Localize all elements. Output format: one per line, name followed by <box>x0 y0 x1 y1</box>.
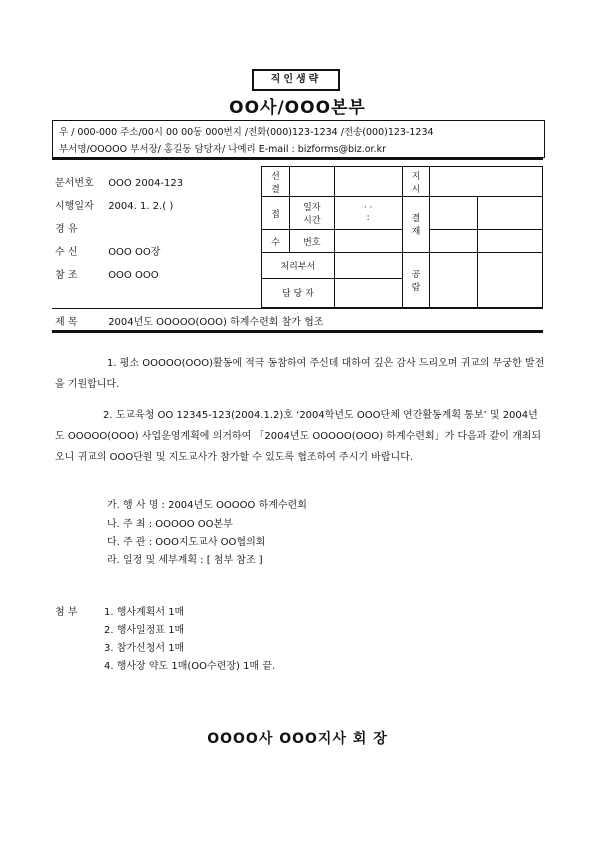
approval-stamp-table <box>261 166 543 308</box>
attachment-item: 1. 행사계획서 1매 <box>104 607 185 618</box>
meta-recipient <box>55 243 160 258</box>
contact-department-line: 부서명/OOOOO 부서장/ 홍길동 담당자/ 나예리 E-mail : bizforms@biz.or.kr <box>59 144 386 155</box>
meta-doc-number <box>55 174 183 189</box>
meta-doc-number-value: OOO 2004-123 <box>108 178 184 189</box>
stamp-gyeoljae-cell-4 <box>478 230 543 252</box>
stamp-date-time-cell: · · : <box>334 197 402 230</box>
subject-label: 제 목 <box>55 317 78 328</box>
stamp-person-in-charge-cell <box>334 278 402 307</box>
document-type-stamp: 직인생략 <box>252 69 340 91</box>
plan-item: 나. 주 최 : OOOOO OO본부 <box>107 519 233 530</box>
stamp-number-label: 번호 <box>289 230 334 252</box>
stamp-person-in-charge-label: 담 당 자 <box>262 278 335 307</box>
body-paragraph-2: 2. 도교육청 OO 12345-123(2004.1.2)호 ‘2004학년도 OOO단체 연간활동계획 통보’ 및 2004년도 OOOOO(OOO) 사업운영계획에 의거하여 「2004년도 OOOOO(OOO) 하계수련회」가 다음과 같이 개최되오니 귀교의 OOO단원 및 지도교사가 참가할 수 있도록 협조하여 주시기 바랍니다. <box>55 410 542 463</box>
meta-date-label: 시행일자 <box>55 201 94 212</box>
plan-item: 가. 행 사 명 : 2004년도 OOOOO 하계수련회 <box>107 500 307 511</box>
subject-divider <box>52 330 543 333</box>
subject-value: 2004년도 OOOOO(OOO) 하계수련회 참가 협조 <box>108 317 324 328</box>
meta-date <box>55 197 173 212</box>
header-divider <box>52 157 543 160</box>
signer-title: OOOO사 OOO지사 회 장 <box>207 731 388 747</box>
meta-via <box>55 220 105 235</box>
meta-recipient-label: 수 신 <box>55 247 78 258</box>
stamp-gongram-cell-2 <box>478 252 543 307</box>
stamp-jeop-label: 접 <box>262 197 290 230</box>
body-paragraph-1: 1. 평소 OOOOO(OOO)활동에 적극 동참하여 주신데 대하여 깊은 감사 드리오며 귀교의 무궁한 발전을 기원합니다. <box>55 358 545 390</box>
stamp-date-time-label: 일자 시간 <box>289 197 334 230</box>
stamp-gongram-cell-1 <box>430 252 478 307</box>
meta-reference <box>55 266 159 281</box>
stamp-processing-dept-cell <box>334 252 402 278</box>
stamp-gyeoljae-cell-1 <box>430 197 478 230</box>
meta-divider <box>52 308 543 309</box>
organization-title: OO사/OOO본부 <box>229 98 366 118</box>
stamp-gongram-label: 공 람 <box>402 252 430 307</box>
plan-item: 다. 주 관 : OOO지도교사 OO협의회 <box>107 537 266 548</box>
stamp-jisi-label: 지 시 <box>402 167 430 197</box>
stamp-seongyeol-label: 선 결 <box>262 167 290 197</box>
attachment-item: 3. 참가신청서 1매 <box>104 643 185 654</box>
attachments-label: 첨 부 <box>55 607 78 618</box>
meta-date-value: 2004. 1. 2.( ) <box>108 201 174 212</box>
stamp-processing-dept-label: 처리부서 <box>262 252 335 278</box>
contact-address-line: 우 / 000-000 주소/00시 00 00동 000번지 /전화(000)123-1234 /전송(000)123-1234 <box>59 127 434 138</box>
stamp-su-label: 수 <box>262 230 290 252</box>
meta-doc-number-label: 문서번호 <box>55 178 94 189</box>
stamp-seongyeol-cell-a <box>289 167 334 197</box>
meta-reference-value: OOO OOO <box>108 270 159 281</box>
plan-item: 라. 일정 및 세부계획 : [ 첨부 참조 ] <box>107 555 263 566</box>
stamp-number-cell <box>334 230 402 252</box>
stamp-gyeoljae-cell-3 <box>430 230 478 252</box>
meta-recipient-value: OOO OO장 <box>108 247 161 258</box>
meta-via-label: 경 유 <box>55 224 78 235</box>
attachment-item: 4. 행사장 약도 1매(OO수련장) 1매 끝. <box>104 661 276 672</box>
stamp-gyeoljae-label: 결 재 <box>402 197 430 252</box>
subject-line <box>55 313 323 328</box>
meta-reference-label: 참 조 <box>55 270 78 281</box>
attachment-item: 2. 행사일정표 1매 <box>104 625 185 636</box>
stamp-jisi-cell <box>430 167 543 197</box>
stamp-gyeoljae-cell-2 <box>478 197 543 230</box>
stamp-seongyeol-cell-b <box>334 167 402 197</box>
contact-info-box <box>52 120 545 158</box>
